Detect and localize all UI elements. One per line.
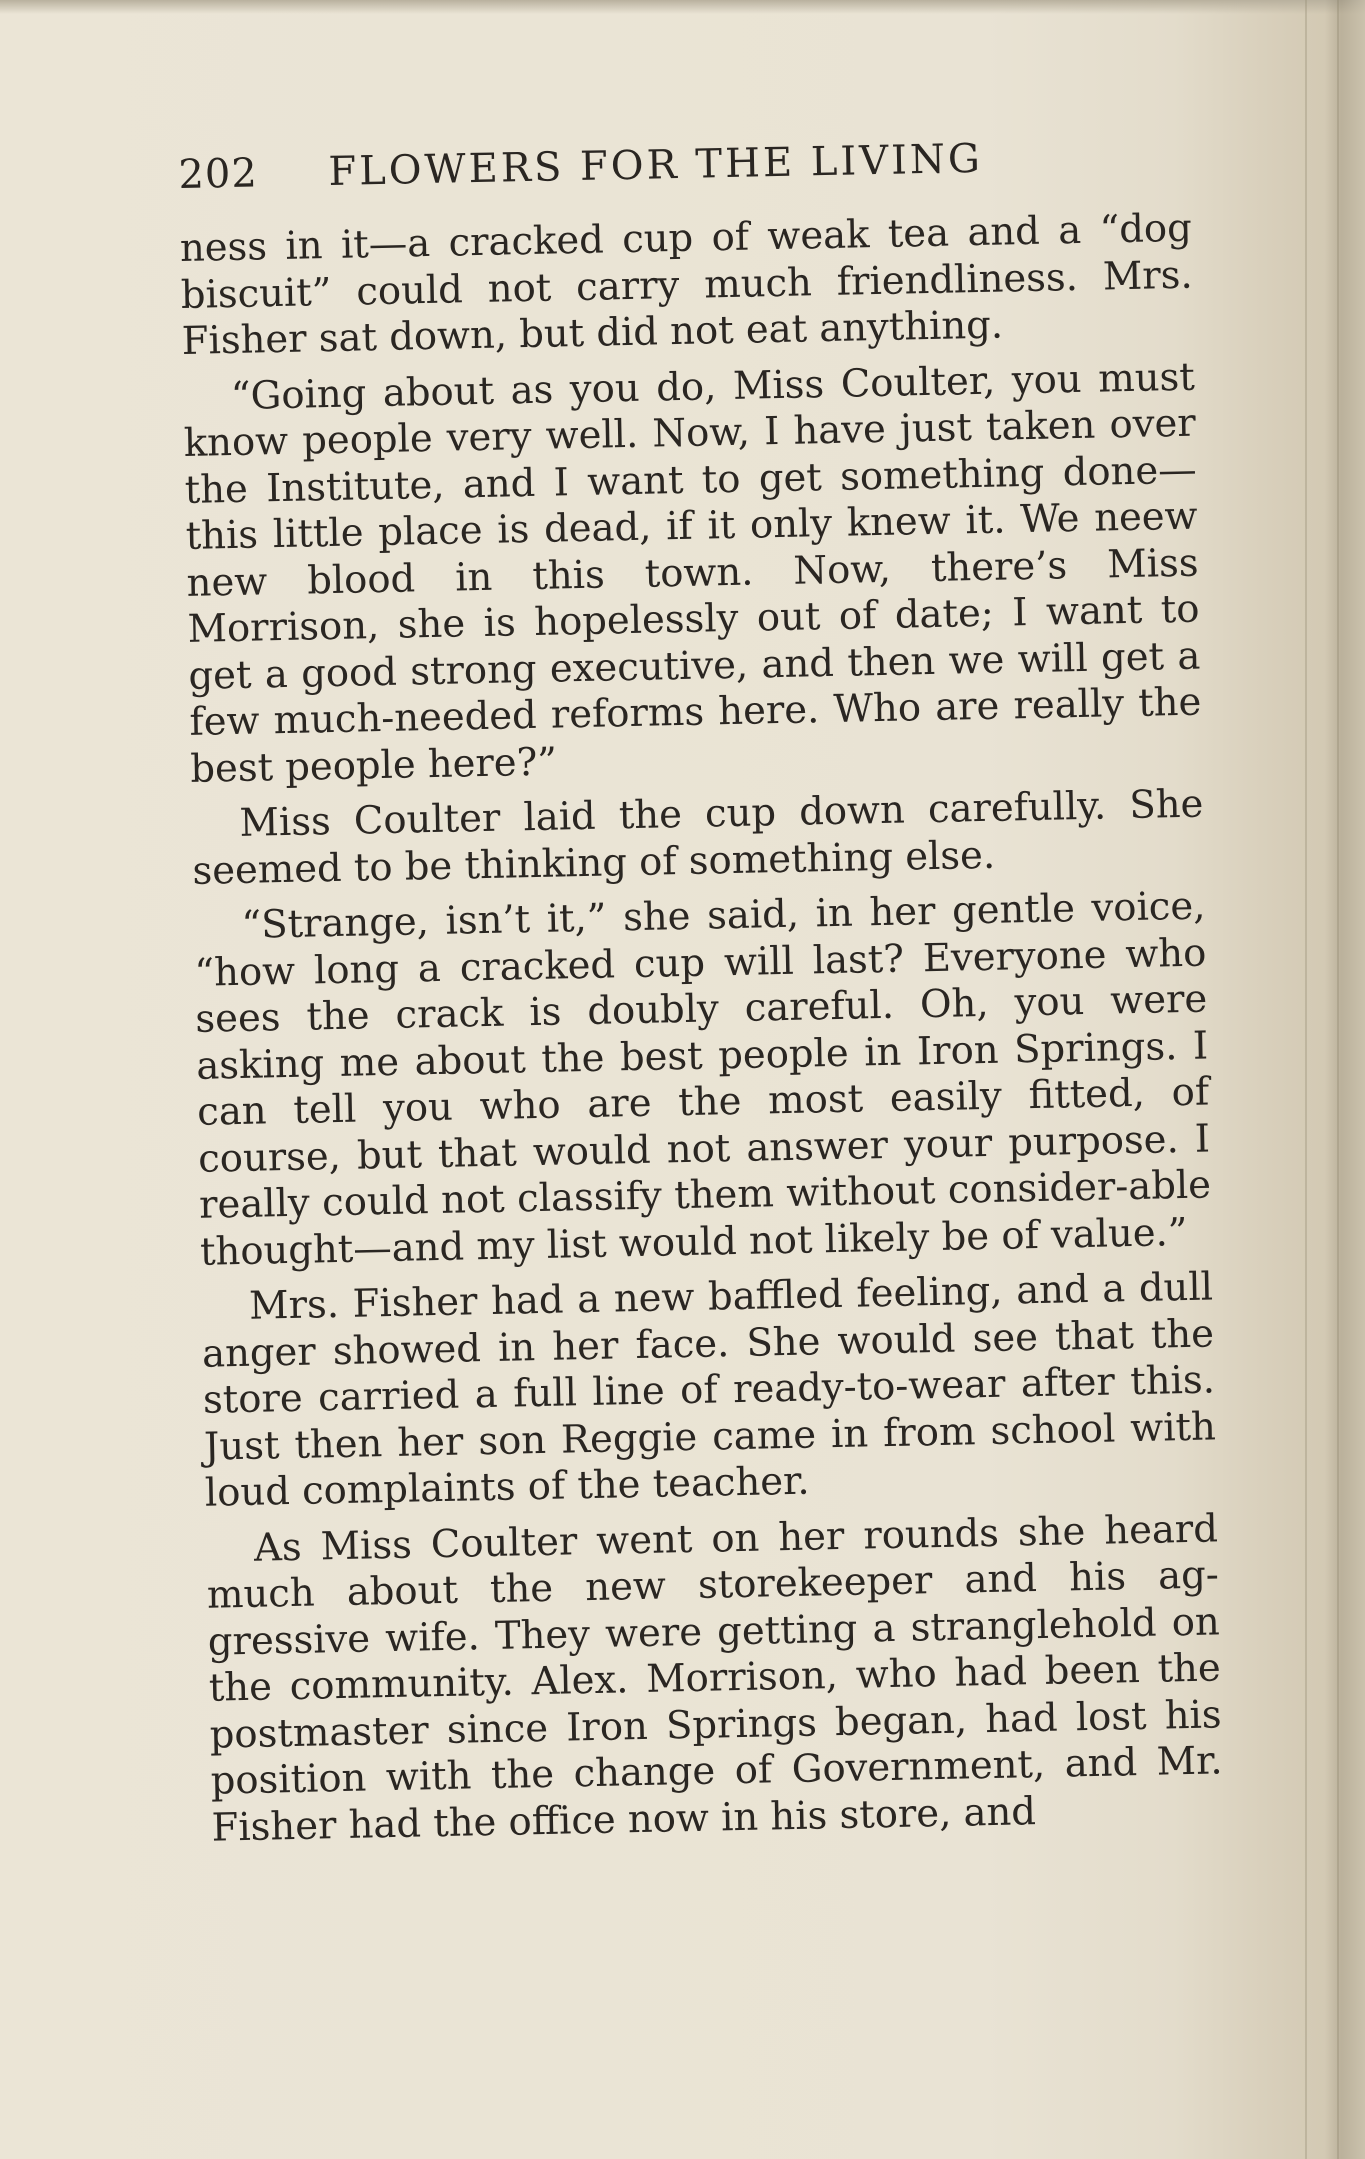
page-top-shadow xyxy=(0,0,1365,14)
page-right-edge xyxy=(1325,0,1365,2159)
paragraph: Mrs. Fisher had a new baffled feeling, and a dull anger showed in her face. She would see that the store carried a full line of ready-to-wear after this. Just then her son Reggie came in from school with loud complaints of the teacher. xyxy=(201,1264,1217,1516)
running-title: FLOWERS FOR THE LIVING xyxy=(327,135,984,195)
page-text-block xyxy=(178,131,1252,1861)
paragraph: Miss Coulter laid the cup down carefully. She seemed to be thinking of something else. xyxy=(191,781,1204,894)
paragraph: “Going about as you do, Miss Coulter, you must know people very well. Now, I have just taken over the Institute, and I want to get something done—this little place is dead, if it only knew it. We neew new blood in this town. Now, there’s Miss Morrison, she is hopelessly out of date; I want to get a good strong executive, and then we will get a few much-needed reforms here. Who are really the best people here?” xyxy=(183,354,1202,792)
page-edge-line xyxy=(1305,0,1307,2159)
paragraph: ness in it—a cracked cup of weak tea and a “dog biscuit” could not carry much friendliness. Mrs. Fisher sat down, but did not eat anything. xyxy=(179,205,1194,364)
paragraph: As Miss Coulter went on her rounds she heard much about the new storekeeper and his ag-gressive wife. They were getting a stranglehold on the community. Alex. Morrison, who had been the postmaster since Iron Springs began, had lost his position with the change of Government, and Mr. Fisher had the office now in his store, and xyxy=(206,1505,1223,1851)
page-number: 202 xyxy=(178,150,259,198)
paragraph: “Strange, isn’t it,” she said, in her gentle voice, “how long a cracked cup will last? Everyone who sees the crack is doubly careful. Oh, you were asking me about the best people in Iron Springs. I can tell you who are the most easily fitted, of course, but that would not answer your purpose. I really could not classify them without consider-able thought—and my list would not likely be of value.” xyxy=(194,883,1212,1275)
page-header xyxy=(178,131,1219,198)
